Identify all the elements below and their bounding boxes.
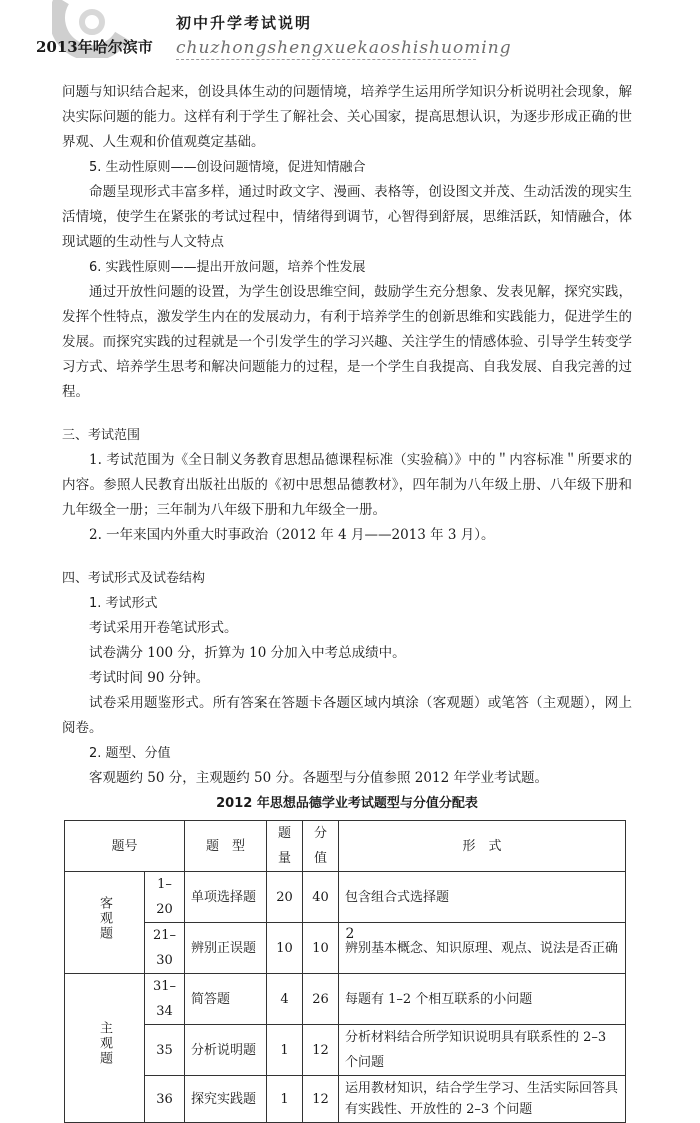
exam-form-line-4: 试卷采用题鉴形式。所有答案在答题卡各题区域内填涂（客观题）或笔答（主观题），网上阅卷。 xyxy=(62,695,632,736)
row-form: 辨别基本概念、知识原理、观点、说法是否正确 xyxy=(339,923,626,974)
table-row xyxy=(65,872,626,923)
header-title: 初中升学考试说明 xyxy=(176,14,313,32)
exam-form-line-3: 考试时间 90 分钟。 xyxy=(89,670,210,686)
row-type: 分析说明题 xyxy=(185,1025,267,1076)
row-count: 10 xyxy=(267,923,303,974)
header-divider xyxy=(176,59,476,60)
exam-form-line-1: 考试采用开卷笔试形式。 xyxy=(89,620,238,636)
row-num: 31–34 xyxy=(145,974,185,1025)
group-objective-label: 客观题 xyxy=(97,895,112,941)
row-form: 包含组合式选择题 xyxy=(339,872,626,923)
header-count: 题量 xyxy=(267,821,303,872)
row-score: 12 xyxy=(303,1025,339,1076)
group-objective xyxy=(65,872,145,974)
row-count: 1 xyxy=(267,1025,303,1076)
header-num: 题号 xyxy=(65,821,185,872)
section-4-heading: 四、考试形式及试卷结构 xyxy=(62,571,206,586)
group-subjective xyxy=(65,974,145,1123)
row-form: 分析材料结合所学知识说明具有联系性的 2–3 个问题 xyxy=(339,1025,626,1076)
section-6-text: 通过开放性问题的设置，为学生创设思维空间，鼓励学生充分想象、发表见解，探究实践，发挥个性特点，激发学生内在的发展动力，有利于培养学生的创新思维和实践能力，促进学生的发展。而探究实践的过程就是一个引发学生的学习兴趣、关注学生的情感体验、引导学生转变学习方式、培养学生思考和解决问题能力的过程，是一个学生自我提高、自我发展、自我完善的过程。 xyxy=(62,284,632,400)
row-num: 1–20 xyxy=(145,872,185,923)
region-label: 2013年哈尔滨市 xyxy=(36,38,153,56)
section-4-2-title: 2. 题型、分值 xyxy=(89,746,171,761)
header-form: 形 式 xyxy=(339,821,626,872)
table-row xyxy=(65,974,626,1025)
exam-form-line-2: 试卷满分 100 分，折算为 10 分加入中考总成绩中。 xyxy=(89,645,406,661)
section-6-title: 6. 实践性原则——提出开放问题，培养个性发展 xyxy=(89,260,366,275)
intro-paragraph: 问题与知识结合起来，创设具体生动的问题情境，培养学生运用所学知识分析说明社会现象，解决实际问题的能力。这样有利于学生了解社会、关心国家，提高思想认识，为逐步形成正确的世界观、人生观和价值观奠定基础。 xyxy=(62,84,632,150)
row-count: 1 xyxy=(267,1076,303,1123)
row-num: 21–30 xyxy=(145,923,185,974)
section-3-item-2: 2. 一年来国内外重大时事政治（2012 年 4 月——2013 年 3 月）。 xyxy=(89,527,495,543)
section-4-1-title: 1. 考试形式 xyxy=(89,596,158,611)
header-type: 题 型 xyxy=(185,821,267,872)
row-count: 4 xyxy=(267,974,303,1025)
section-3-heading: 三、考试范围 xyxy=(62,428,141,443)
row-num: 35 xyxy=(145,1025,185,1076)
table-header-row xyxy=(65,821,626,872)
row-type: 单项选择题 xyxy=(185,872,267,923)
section-5-title: 5. 生动性原则——创设问题情境，促进知情融合 xyxy=(89,160,366,175)
row-score: 26 xyxy=(303,974,339,1025)
row-score: 12 xyxy=(303,1076,339,1123)
table-row xyxy=(65,1076,626,1123)
row-score: 40 xyxy=(303,872,339,923)
row-num: 36 xyxy=(145,1076,185,1123)
table-caption: 2012 年思想品德学业考试题型与分值分配表 xyxy=(216,796,478,811)
section-3-item-1: 1. 考试范围为《全日制义务教育思想品德课程标准（实验稿）》中的＂内容标准＂所要求的内容。参照人民教育出版社出版的《初中思想品德教材》，四年制为八年级上册、八年级下册和九年级全一册；三年制为八年级下册和九年级全一册。 xyxy=(62,452,632,518)
score-table xyxy=(64,820,626,1123)
header-pinyin: chuzhongshengxuekaoshishuoming xyxy=(176,38,512,58)
group-subjective-label: 主观题 xyxy=(97,1021,112,1066)
row-count: 20 xyxy=(267,872,303,923)
row-type: 探究实践题 xyxy=(185,1076,267,1123)
page-number: 2 xyxy=(345,926,355,942)
row-score: 10 xyxy=(303,923,339,974)
header-score: 分值 xyxy=(303,821,339,872)
page-header xyxy=(0,0,700,70)
score-distribution-line: 客观题约 50 分，主观题约 50 分。各题型与分值参照 2012 年学业考试题。 xyxy=(89,770,548,786)
row-type: 简答题 xyxy=(185,974,267,1025)
row-form: 每题有 1–2 个相互联系的小问题 xyxy=(339,974,626,1025)
main-content xyxy=(62,80,632,1123)
row-form: 运用教材知识，结合学生学习、生活实际回答具有实践性、开放性的 2–3 个问题 xyxy=(339,1076,626,1123)
section-5-text: 命题呈现形式丰富多样，通过时政文字、漫画、表格等，创设图文并茂、生动活泼的现实生活情境，使学生在紧张的考试过程中，情绪得到调节，心智得到舒展，思维活跃，知情融合，体现试题的生动性与人文特点 xyxy=(62,184,632,250)
table-row xyxy=(65,1025,626,1076)
row-type: 辨别正误题 xyxy=(185,923,267,974)
